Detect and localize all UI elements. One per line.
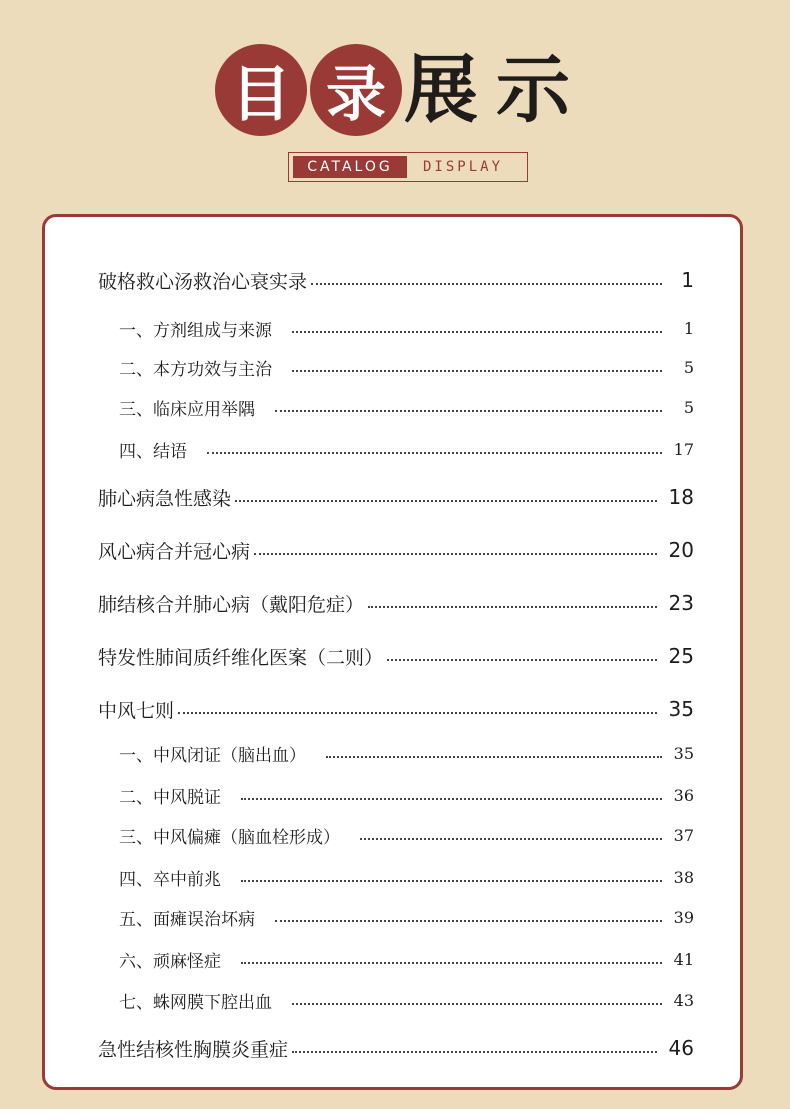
toc-entry-page: 46 (668, 1036, 694, 1060)
toc-entry-page: 36 (673, 785, 694, 805)
toc-entry-title: 肺结核合并肺心病（戴阳危症） (98, 593, 365, 616)
toc-entry-sub (119, 904, 694, 930)
toc-entry-title: 急性结核性胸膜炎重症 (98, 1038, 289, 1061)
toc-entry-page: 1 (683, 318, 694, 338)
title-brush-char: 展 (404, 47, 478, 133)
toc-entry-sub (119, 436, 694, 462)
catalog-label: CATALOG (293, 156, 407, 178)
toc-card (42, 214, 743, 1090)
dot-leader (292, 1003, 662, 1005)
toc-entry-sub (119, 394, 694, 420)
toc-entry-main (98, 694, 694, 724)
toc-entry-page: 35 (668, 697, 694, 721)
toc-entry-title: 风心病合并冠心病 (98, 540, 251, 563)
toc-entry-main (98, 641, 694, 671)
dot-leader (235, 500, 657, 502)
toc-entry-sub (119, 822, 694, 848)
header (0, 0, 790, 200)
title-seal-char: 目 (215, 44, 307, 136)
toc-entry-sub (119, 740, 694, 766)
toc-entry-sub (119, 782, 694, 808)
toc-entry-title: 六、顽麻怪症 (119, 951, 221, 972)
toc-entry-sub (119, 315, 694, 341)
toc-entry-page: 5 (683, 357, 694, 377)
toc-entry-title: 一、方剂组成与来源 (119, 320, 272, 341)
toc-entry-title: 五、面瘫误治坏病 (119, 909, 255, 930)
dot-leader (207, 452, 662, 454)
dot-leader (275, 410, 662, 412)
dot-leader (292, 1051, 657, 1053)
toc-entry-main (98, 535, 694, 565)
toc-entry-title: 破格救心汤救治心衰实录 (98, 270, 308, 293)
toc-entry-page: 35 (673, 743, 694, 763)
toc-entry-main (98, 482, 694, 512)
dot-leader (326, 756, 662, 758)
toc-entry-page: 37 (673, 825, 694, 845)
dot-leader (368, 606, 657, 608)
toc-entry-page: 17 (673, 439, 694, 459)
dot-leader (275, 920, 662, 922)
catalog-label-box (288, 152, 528, 182)
toc-entry-title: 三、临床应用举隅 (119, 399, 255, 420)
toc-entry-title: 特发性肺间质纤维化医案（二则） (98, 646, 384, 669)
toc-entry-title: 三、中风偏瘫（脑血栓形成） (119, 827, 340, 848)
toc-entry-page: 25 (668, 644, 694, 668)
toc-entry-page: 18 (668, 485, 694, 509)
toc-entry-title: 四、结语 (119, 441, 187, 462)
dot-leader (241, 880, 662, 882)
dot-leader (254, 553, 657, 555)
toc-entry-page: 1 (681, 268, 694, 292)
toc-entry-title: 一、中风闭证（脑出血） (119, 745, 306, 766)
dot-leader (292, 331, 662, 333)
toc-entry-page: 20 (668, 538, 694, 562)
toc-entry-main (98, 265, 694, 295)
toc-entry-title: 七、蛛网膜下腔出血 (119, 992, 272, 1013)
dot-leader (311, 283, 662, 285)
title-seal-char: 录 (310, 44, 402, 136)
toc-entry-title: 肺心病急性感染 (98, 487, 232, 510)
toc-entry-page: 39 (673, 907, 694, 927)
toc-entry-title: 中风七则 (98, 699, 175, 722)
dot-leader (241, 962, 662, 964)
toc-entry-title: 四、卒中前兆 (119, 869, 221, 890)
toc-entry-main (98, 588, 694, 618)
toc-entry-sub (119, 864, 694, 890)
toc-entry-title: 二、中风脱证 (119, 787, 221, 808)
dot-leader (387, 659, 657, 661)
toc-entry-sub (119, 987, 694, 1013)
display-label: DISPLAY (423, 159, 504, 175)
title-brush-char: 示 (496, 47, 570, 133)
toc-entry-page: 43 (673, 990, 694, 1010)
toc-entry-title: 二、本方功效与主治 (119, 359, 272, 380)
toc-entry-page: 5 (683, 397, 694, 417)
toc-entry-page: 38 (673, 867, 694, 887)
toc-entry-page: 23 (668, 591, 694, 615)
toc-entry-main (98, 1033, 694, 1063)
dot-leader (292, 370, 662, 372)
dot-leader (241, 798, 662, 800)
toc-entry-page: 41 (673, 949, 694, 969)
dot-leader (360, 838, 662, 840)
toc-entry-sub (119, 946, 694, 972)
dot-leader (178, 712, 657, 714)
toc-entry-sub (119, 354, 694, 380)
